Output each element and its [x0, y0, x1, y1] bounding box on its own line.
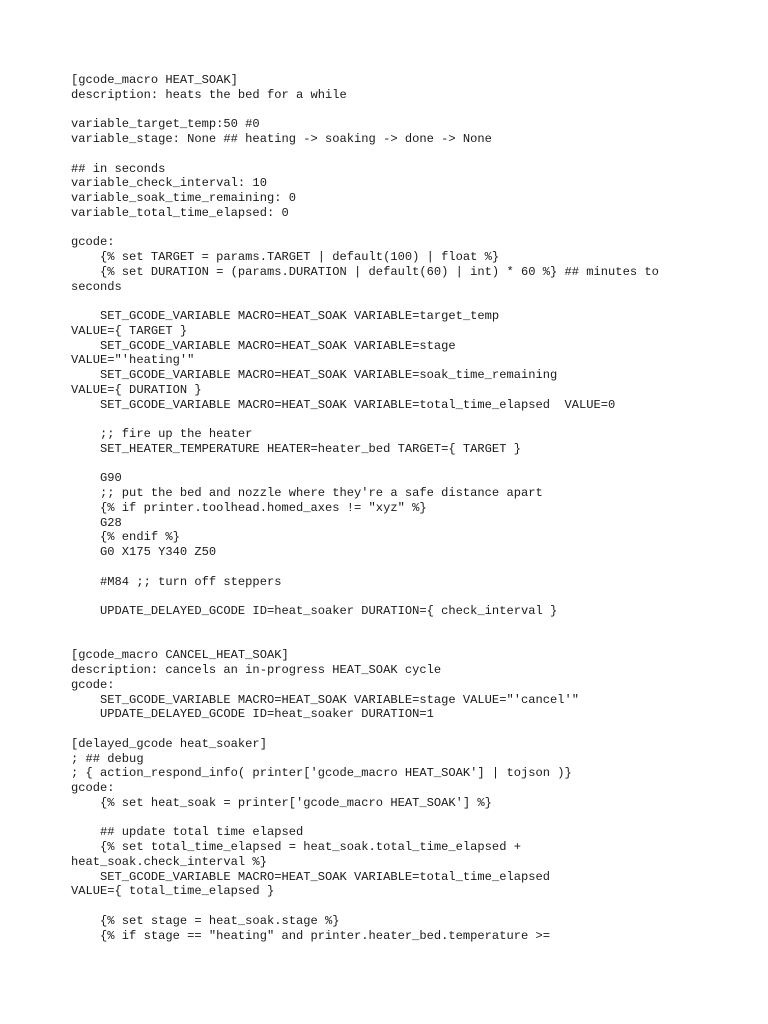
code-line: {% set stage = heat_soak.stage %} [71, 913, 340, 928]
code-line [71, 294, 751, 309]
code-line [71, 412, 751, 427]
code-line: gcode: [71, 781, 115, 795]
code-line: UPDATE_DELAYED_GCODE ID=heat_soaker DURATION=1 [71, 707, 434, 722]
code-line: G0 X175 Y340 Z50 [71, 545, 217, 559]
code-line: SET_GCODE_VARIABLE MACRO=HEAT_SOAK VARIABLE=total_time_elapsed VALUE=0 [71, 397, 616, 412]
code-line: ; ## debug [71, 751, 144, 766]
code-line [71, 722, 751, 737]
code-line [71, 103, 751, 118]
code-line: {% endif %} [71, 530, 180, 545]
code-line [71, 811, 751, 826]
code-line: SET_GCODE_VARIABLE MACRO=HEAT_SOAK VARIABLE=total_time_elapsed [71, 869, 550, 884]
code-line: SET_GCODE_VARIABLE MACRO=HEAT_SOAK VARIABLE=stage VALUE="'cancel'" [71, 692, 580, 707]
code-line [71, 147, 751, 162]
code-line: description: cancels an in-progress HEAT_SOAK cycle [71, 663, 442, 677]
code-line: SET_HEATER_TEMPERATURE HEATER=heater_bed TARGET={ TARGET } [71, 441, 521, 456]
code-line: {% if stage == "heating" and printer.heater_bed.temperature >= [71, 928, 550, 943]
code-line [71, 457, 751, 472]
code-line: [gcode_macro HEAT_SOAK] [71, 73, 238, 87]
code-line: description: heats the bed for a while [71, 87, 347, 102]
code-line: ; { action_respond_info( printer['gcode_macro HEAT_SOAK'] | tojson )} [71, 766, 572, 781]
code-line: seconds [71, 279, 122, 294]
code-line: variable_soak_time_remaining: 0 [71, 191, 296, 205]
code-line: variable_total_time_elapsed: 0 [71, 205, 289, 220]
code-line: heat_soak.check_interval %} [71, 854, 267, 869]
code-line: VALUE={ total_time_elapsed } [71, 884, 275, 899]
code-line: {% set TARGET = params.TARGET | default(100) | float %} [71, 250, 500, 264]
code-line: {% set DURATION = (params.DURATION | default(60) | int) * 60 %} ## minutes to [71, 264, 659, 279]
code-line [71, 634, 751, 649]
code-text-block [71, 73, 751, 943]
code-line: SET_GCODE_VARIABLE MACRO=HEAT_SOAK VARIABLE=stage [71, 338, 456, 353]
code-line: SET_GCODE_VARIABLE MACRO=HEAT_SOAK VARIABLE=target_temp [71, 309, 500, 323]
code-line: VALUE={ TARGET } [71, 323, 188, 338]
code-line [71, 221, 751, 236]
code-line: ## in seconds [71, 161, 166, 176]
code-line [71, 619, 751, 634]
code-line: variable_check_interval: 10 [71, 176, 267, 191]
code-line: variable_target_temp:50 #0 [71, 117, 260, 132]
code-line: G90 [71, 471, 122, 486]
code-line [71, 589, 751, 604]
code-line [71, 899, 751, 914]
code-line: [delayed_gcode heat_soaker] [71, 736, 267, 751]
code-line: {% if printer.toolhead.homed_axes != "xyz" %} [71, 500, 427, 515]
code-line [71, 560, 751, 575]
code-line: SET_GCODE_VARIABLE MACRO=HEAT_SOAK VARIABLE=soak_time_remaining [71, 368, 558, 382]
code-line: ;; put the bed and nozzle where they're a safe distance apart [71, 486, 543, 500]
code-line: [gcode_macro CANCEL_HEAT_SOAK] [71, 648, 289, 663]
code-line: ## update total time elapsed [71, 825, 304, 840]
code-line: VALUE={ DURATION } [71, 382, 202, 397]
code-line: {% set total_time_elapsed = heat_soak.total_time_elapsed + [71, 840, 521, 854]
code-line: VALUE="'heating'" [71, 353, 195, 368]
code-line: variable_stage: None ## heating -> soaking -> done -> None [71, 132, 492, 146]
code-line: ;; fire up the heater [71, 427, 253, 441]
code-line: UPDATE_DELAYED_GCODE ID=heat_soaker DURATION={ check_interval } [71, 604, 558, 618]
code-line: gcode: [71, 677, 115, 692]
code-line: #M84 ;; turn off steppers [71, 574, 282, 589]
code-line: G28 [71, 515, 122, 530]
code-line: {% set heat_soak = printer['gcode_macro HEAT_SOAK'] %} [71, 795, 492, 810]
code-line: gcode: [71, 235, 115, 250]
